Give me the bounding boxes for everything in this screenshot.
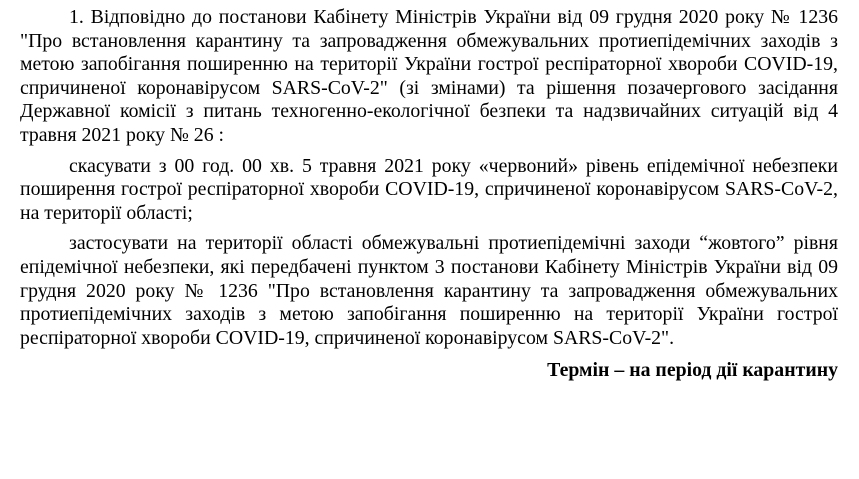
paragraph-cancel-red-level: скасувати з 00 год. 00 хв. 5 травня 2021 року «червоний» рівень епідемічної небезпеки поширення гострої респіраторної хвороби COVID-19, спричиненої коронавірусом SARS-CoV-2, на території області; (20, 154, 838, 224)
paragraph-decision-basis: 1. Відповідно до постанови Кабінету Міністрів України від 09 грудня 2020 року № 1236 "Про встановлення карантину та запровадження обмежувальних протиепідемічних заходів з метою запобігання поширенню на території України гострої респіраторної хвороби COVID-19, спричиненої коронавірусом SARS-CoV-2" (зі змінами) та рішення позачергового засідання Державної комісії з питань техногенно-екологічної безпеки та надзвичайних ситуацій від 4 травня 2021 року № 26 : (20, 6, 838, 146)
term-statement: Термін – на період дії карантину (547, 359, 838, 382)
paragraph-apply-yellow-level: застосувати на території області обмежувальні протиепідемічні заходи “жовтого” рівня епідемічної небезпеки, які передбачені пунктом 3 постанови Кабінету Міністрів України від 09 грудня 2020 року № 1236 "Про встановлення карантину та запровадження обмежувальних протиепідемічних заходів з метою запобігання поширенню на території України гострої респіраторної хвороби COVID-19, спричиненої коронавірусом SARS-CoV-2". (20, 232, 838, 349)
document-body (20, 6, 838, 383)
